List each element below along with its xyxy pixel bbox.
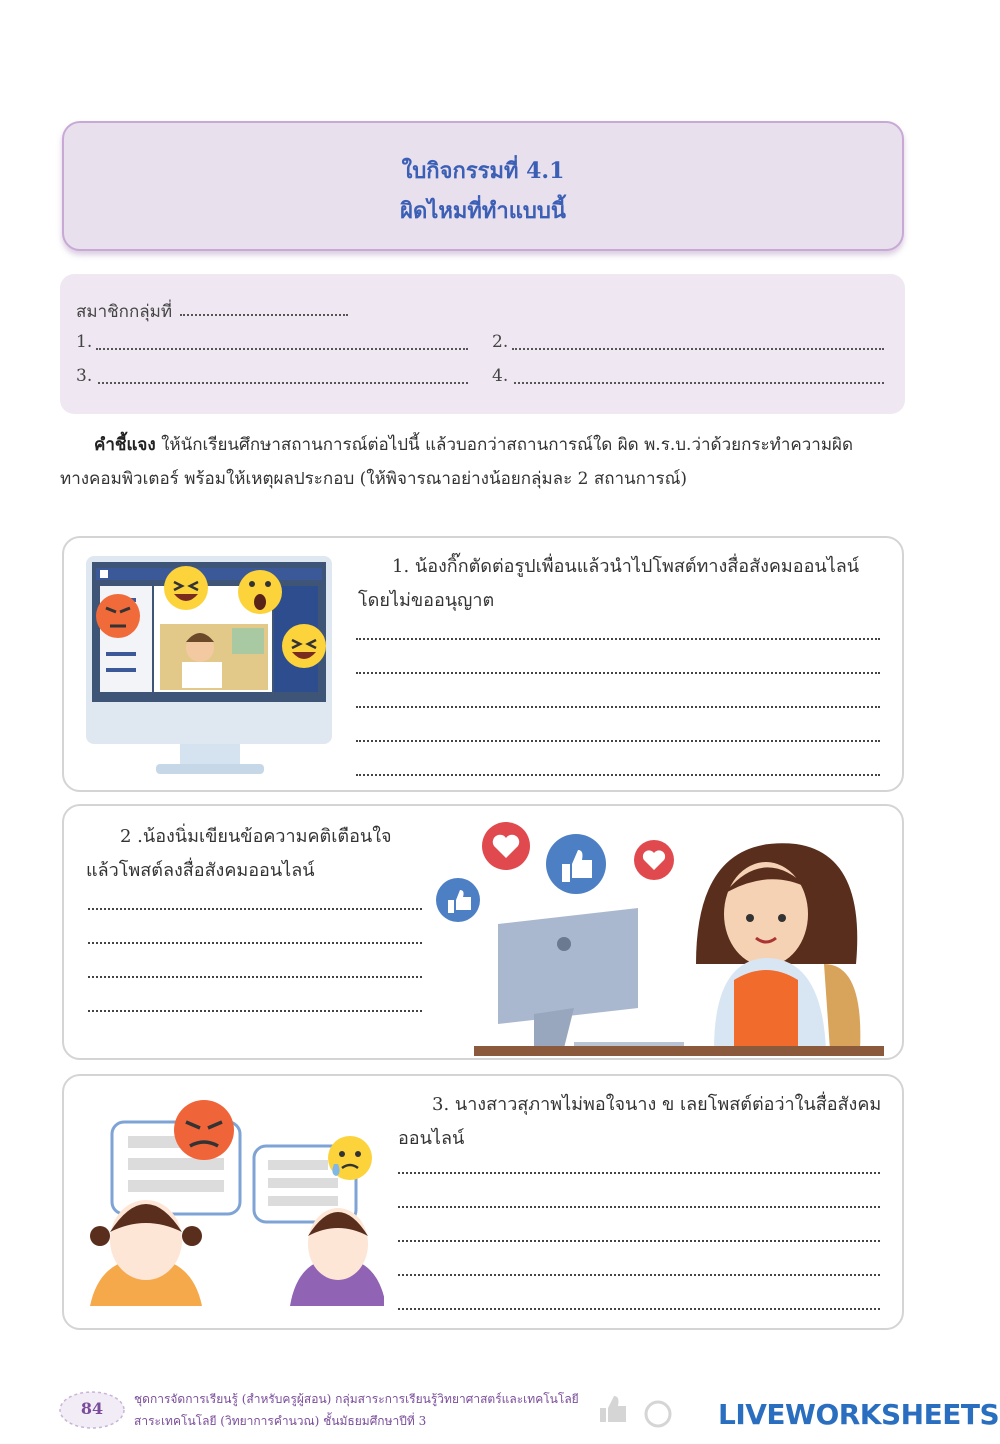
surprised-emoji-icon <box>238 570 282 614</box>
page-footer <box>0 1380 1000 1444</box>
instructions-heading: คำชี้แจง <box>94 435 156 455</box>
footer-toolbar-icons <box>598 1394 688 1434</box>
answer-line-2-2[interactable] <box>88 942 422 944</box>
answer-line-2-1[interactable] <box>88 908 422 910</box>
share-icon <box>646 1402 670 1426</box>
answer-line-1-2[interactable] <box>356 672 880 674</box>
situation-card-2 <box>62 804 904 1060</box>
answer-line-2-4[interactable] <box>88 1010 422 1012</box>
laughing-emoji-icon <box>282 624 326 668</box>
like-icon <box>600 1396 626 1422</box>
instructions <box>60 428 910 496</box>
answer-line-3-2[interactable] <box>398 1206 880 1208</box>
situation-1-line1: 1. น้องกิ๊กตัดต่อรูปเพื่อนแล้วนำไปโพสต์ทางสื่อสังคมออนไลน์ <box>392 556 860 577</box>
member-3-label: 3. <box>76 366 93 386</box>
member-4-field[interactable] <box>514 382 884 384</box>
answer-line-1-4[interactable] <box>356 740 880 742</box>
answer-line-1-5[interactable] <box>356 774 880 776</box>
computer-emoji-illustration <box>82 552 338 780</box>
heart-icon <box>634 840 674 880</box>
member-1-field[interactable] <box>96 348 468 350</box>
activity-subtitle: ผิดไหมที่ทำแบบนี้ <box>400 198 566 224</box>
answer-line-3-1[interactable] <box>398 1172 880 1174</box>
situation-2-text <box>86 820 426 888</box>
heart-icon <box>482 822 530 870</box>
activity-title-box <box>62 121 904 251</box>
answer-line-2-3[interactable] <box>88 976 422 978</box>
situation-3-text <box>398 1088 888 1156</box>
group-members-box <box>60 274 905 414</box>
member-2-label: 2. <box>492 332 509 352</box>
instructions-text-2: ทางคอมพิวเตอร์ พร้อมให้เหตุผลประกอบ (ให้พิจารณาอย่างน้อยกลุ่มละ 2 สถานการณ์) <box>60 469 688 489</box>
like-icon <box>546 834 606 894</box>
laughing-emoji-icon <box>164 566 208 610</box>
angry-emoji-icon <box>96 594 140 638</box>
page-number: 84 <box>80 1399 104 1418</box>
instructions-text-1: ให้นักเรียนศึกษาสถานการณ์ต่อไปนี้ แล้วบอกว่าสถานการณ์ใด ผิด พ.ร.บ.ว่าด้วยกระทำความผิด <box>161 435 854 455</box>
member-2-field[interactable] <box>512 348 884 350</box>
situation-2-line1: 2 .น้องนิ่มเขียนข้อความคติเตือนใจ <box>120 826 392 847</box>
answer-line-1-3[interactable] <box>356 706 880 708</box>
situation-card-1 <box>62 536 904 792</box>
answer-line-3-4[interactable] <box>398 1274 880 1276</box>
girl-computer-illustration <box>434 814 894 1058</box>
liveworksheets-logo: LIVEWORKSHEETS <box>718 1398 1000 1431</box>
situation-1-text <box>358 550 888 618</box>
activity-title: ใบกิจกรรมที่ 4.1 <box>401 158 565 184</box>
footer-line-1: ชุดการจัดการเรียนรู้ (สำหรับครูผู้สอน) กลุ่มสาระการเรียนรู้วิทยาศาสตร์และเทคโนโลยี <box>134 1392 579 1406</box>
situation-3-line1: 3. นางสาวสุภาพไม่พอใจนาง ข เลยโพสต์ต่อว่าในสื่อสังคม <box>432 1094 882 1115</box>
answer-line-3-3[interactable] <box>398 1240 880 1242</box>
footer-line-2: สาระเทคโนโลยี (วิทยาการคำนวณ) ชั้นมัธยมศึกษาปีที่ 3 <box>134 1414 427 1428</box>
answer-line-1-1[interactable] <box>356 638 880 640</box>
answer-line-3-5[interactable] <box>398 1308 880 1310</box>
situation-3-line2: ออนไลน์ <box>398 1128 465 1149</box>
like-icon <box>436 878 480 922</box>
situation-card-3 <box>62 1074 904 1330</box>
sad-emoji-icon <box>328 1136 372 1180</box>
member-4-label: 4. <box>492 366 509 386</box>
group-number-field[interactable] <box>180 314 348 316</box>
group-number-label: สมาชิกกลุ่มที่ <box>76 302 173 322</box>
angry-emoji-icon <box>174 1100 234 1160</box>
argument-chat-illustration <box>84 1096 384 1316</box>
situation-2-line2: แล้วโพสต์ลงสื่อสังคมออนไลน์ <box>86 860 315 881</box>
member-3-field[interactable] <box>98 382 468 384</box>
situation-1-line2: โดยไม่ขออนุญาต <box>358 590 495 611</box>
member-1-label: 1. <box>76 332 93 352</box>
